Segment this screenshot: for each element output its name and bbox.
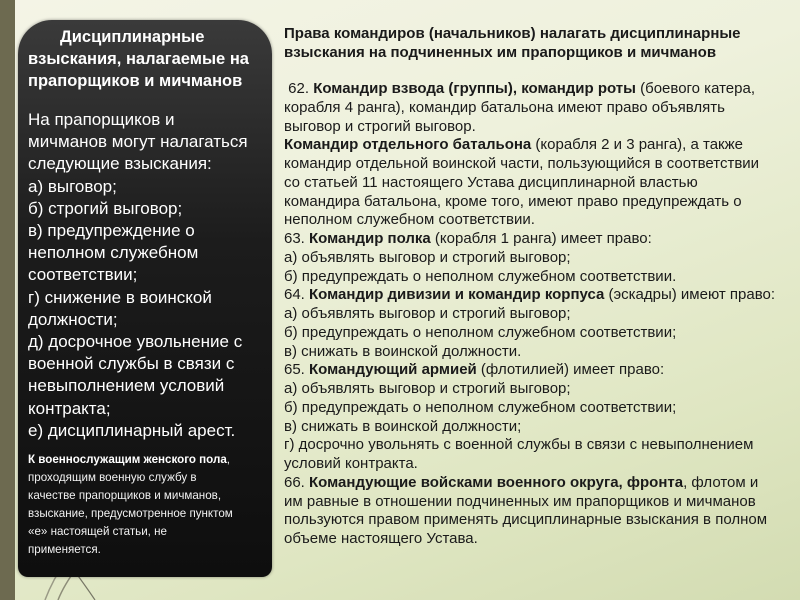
- text-segment: г) досрочно увольнять с военной службы в связи с невыполнением: [284, 436, 754, 454]
- note-line: качестве прапорщиков и мичманов,: [28, 489, 222, 502]
- text-line: [284, 80, 775, 99]
- text-line: [284, 380, 775, 399]
- text-line: [284, 399, 775, 418]
- bold-text: Командующий армией: [309, 361, 477, 379]
- text-line: [284, 249, 775, 268]
- note-line: проходящим военную службу в: [28, 471, 197, 484]
- section-body: [284, 80, 775, 549]
- text-segment: командира батальона, кроме того, имеют право предупреждать о: [284, 192, 742, 210]
- text-segment: (флотилией) имеет право:: [476, 361, 665, 379]
- penalty-line: следующие взыскания:: [28, 154, 212, 174]
- text-line: [284, 268, 775, 287]
- bold-text: Командующие войсками военного округа, фронта: [309, 473, 684, 491]
- panel-title: [28, 26, 272, 92]
- text-segment: 64.: [284, 286, 310, 304]
- penalty-line: неполном служебном: [28, 243, 199, 263]
- penalty-line: е) дисциплинарный арест.: [28, 420, 236, 440]
- penalty-line: контракта;: [28, 398, 111, 418]
- panel-title-line: взыскания, налагаемые на: [28, 50, 249, 68]
- text-line: [284, 361, 775, 380]
- text-segment: условий контракта.: [284, 455, 418, 472]
- text-segment: 65.: [284, 361, 310, 379]
- penalty-line: невыполнением условий: [28, 376, 225, 396]
- penalty-line: мичманов могут налагаться: [28, 132, 248, 152]
- text-line: [284, 436, 775, 455]
- text-line: [284, 193, 775, 212]
- text-segment: а) объявлять выговор и строгий выговор;: [284, 380, 571, 397]
- text-segment: объеме настоящего Устава.: [284, 530, 478, 547]
- text-segment: неполном служебном соответствии.: [284, 211, 535, 229]
- text-line: [284, 211, 775, 230]
- penalty-line: д) досрочное увольнение с: [28, 332, 243, 352]
- text-line: [284, 511, 775, 530]
- commander-rights-section: [284, 24, 775, 549]
- text-line: [284, 305, 775, 324]
- text-line: [284, 324, 775, 343]
- penalty-line: соответствии;: [28, 265, 138, 285]
- panel-note: [28, 451, 233, 559]
- text-segment: в) снижать в воинской должности.: [284, 342, 522, 360]
- penalty-line: военной службы в связи с: [28, 354, 235, 374]
- text-segment: (боевого катера,: [635, 80, 755, 97]
- text-line: [284, 343, 775, 362]
- section-title-line: Права командиров (начальников) налагать дисциплинарные: [284, 25, 741, 42]
- text-line: [284, 474, 775, 493]
- text-segment: выговор и строгий выговор.: [284, 117, 476, 135]
- text-line: [284, 155, 775, 174]
- penalty-line: должности;: [28, 309, 118, 329]
- text-line: [284, 493, 775, 512]
- text-line: [284, 230, 775, 249]
- text-segment: 63.: [284, 230, 310, 247]
- text-segment: а) объявлять выговор и строгий выговор;: [284, 248, 571, 266]
- bold-text: Командир дивизии и командир корпуса: [309, 286, 605, 304]
- text-segment: командир отдельной воинской части, пользующийся в соответствии: [284, 155, 760, 172]
- text-segment: (корабля 1 ранга) имеет право:: [430, 230, 652, 247]
- note-line: взыскание, предусмотренное пунктом: [28, 507, 233, 520]
- text-segment: со статьей 11 настоящего Устава дисциплинарной властью: [284, 173, 698, 191]
- text-segment: 62.: [284, 80, 314, 97]
- text-line: [284, 286, 775, 305]
- text-segment: корабля 4 ранга), командир батальона имеют право объявлять: [284, 98, 725, 116]
- text-segment: пользуются правом применять дисциплинарные взыскания в полном: [284, 511, 768, 529]
- panel-title-line: Дисциплинарные: [60, 28, 205, 46]
- penalties-list: [28, 109, 248, 442]
- section-title: [284, 24, 775, 62]
- penalty-line: На прапорщиков и: [28, 110, 175, 129]
- text-line: [284, 118, 775, 137]
- text-segment: им равные в отношении подчиненных им прапорщиков и мичманов: [284, 492, 756, 510]
- note-line: применяется.: [28, 543, 101, 556]
- text-line: [284, 418, 775, 437]
- text-segment: б) предупреждать о неполном служебном соответствии;: [284, 323, 677, 341]
- text-line: [284, 174, 775, 193]
- text-line: [284, 455, 775, 474]
- text-segment: 66.: [284, 473, 310, 491]
- text-line: [284, 99, 775, 118]
- bold-text: Командир взвода (группы), командир роты: [313, 80, 636, 97]
- panel-title-line: прапорщиков и мичманов: [28, 72, 243, 90]
- note-text: ,: [226, 453, 231, 466]
- section-title-line: взыскания на подчиненных им прапорщиков и мичманов: [284, 44, 717, 61]
- text-segment: (корабля 2 и 3 ранга), а также: [531, 136, 743, 154]
- penalty-line: а) выговор;: [28, 176, 117, 196]
- text-segment: , флотом и: [683, 473, 759, 491]
- note-bold: К военнослужащим женского пола: [28, 453, 227, 466]
- text-segment: б) предупреждать о неполном служебном соответствии.: [284, 267, 677, 285]
- bold-text: Командир отдельного батальона: [284, 136, 532, 154]
- text-segment: б) предупреждать о неполном служебном соответствии;: [284, 398, 677, 416]
- text-segment: в) снижать в воинской должности;: [284, 417, 522, 435]
- text-segment: а) объявлять выговор и строгий выговор;: [284, 305, 571, 322]
- penalties-panel: [18, 20, 272, 577]
- text-line: [284, 530, 775, 549]
- penalty-line: в) предупреждение о: [28, 221, 195, 241]
- penalty-line: б) строгий выговор;: [28, 198, 183, 218]
- note-line: «е» настоящей статьи, не: [28, 525, 167, 538]
- penalty-line: г) снижение в воинской: [28, 287, 212, 307]
- text-line: [284, 136, 775, 155]
- text-segment: (эскадры) имеют право:: [604, 286, 776, 304]
- bold-text: Командир полка: [309, 230, 431, 247]
